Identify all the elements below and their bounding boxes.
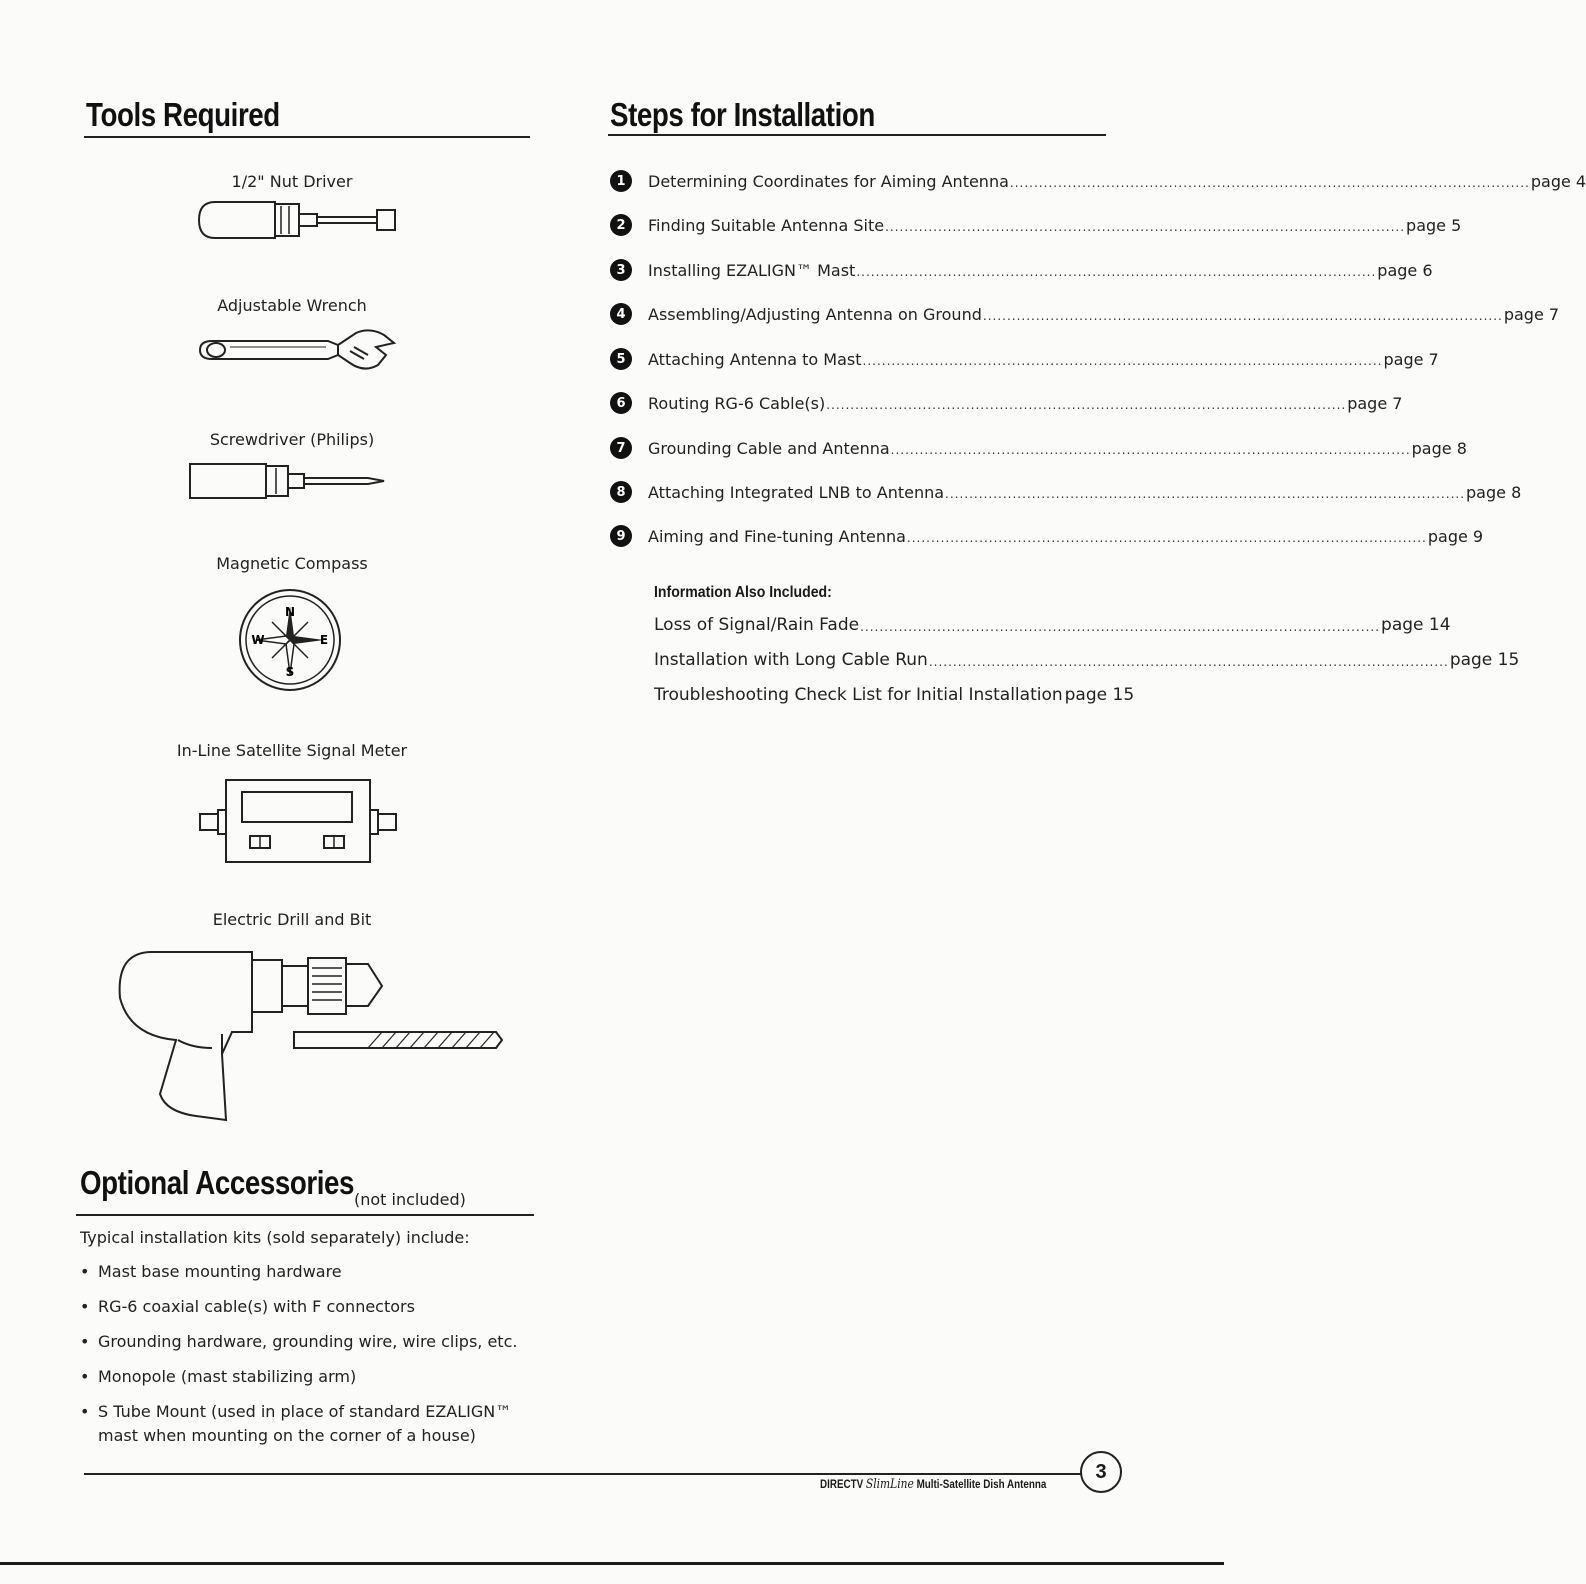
info-text: Loss of Signal/Rain Fade — [654, 615, 860, 635]
step-page: page 9 — [1427, 526, 1484, 546]
leader-dots: ............................................................................................................ — [906, 531, 1427, 545]
info-text: Troubleshooting Check List for Initial Installation — [654, 685, 1063, 705]
step-page: page 6 — [1377, 260, 1433, 280]
leader-dots: ............................................................................................................ — [862, 354, 1383, 368]
step-text: Attaching Antenna to Mast — [648, 349, 862, 369]
brand-suffix: Multi-Satellite Dish Antenna — [916, 1477, 1047, 1491]
step-text: Installing EZALIGN™ Mast — [648, 260, 856, 280]
step-text: Finding Suitable Antenna Site — [648, 215, 885, 235]
step-text: Determining Coordinates for Aiming Antenna — [648, 171, 1009, 191]
step-page: page 7 — [1383, 349, 1439, 369]
compass-w: W — [251, 633, 265, 647]
leader-dots: ............................................................................................................ — [928, 655, 1449, 669]
steps-heading-rule — [608, 134, 1106, 136]
step-text: Routing RG-6 Cable(s) — [648, 393, 826, 413]
bullet-icon: • — [80, 1332, 90, 1351]
step-item — [610, 390, 1403, 416]
tool-label-screwdriver: Screwdriver (Philips) — [209, 430, 375, 449]
step-item — [610, 435, 1467, 461]
tool-label-wrench: Adjustable Wrench — [217, 296, 367, 315]
leader-dots: ............................................................................................................ — [890, 443, 1411, 457]
step-text: Assembling/Adjusting Antenna on Ground — [648, 304, 982, 324]
step-page: page 4 — [1530, 171, 1586, 191]
step-number-badge: 4 — [610, 303, 632, 325]
step-page: page 7 — [1503, 304, 1560, 324]
step-item — [610, 301, 1560, 327]
nut-driver-icon — [195, 198, 405, 242]
step-page: page 5 — [1406, 215, 1462, 235]
leader-dots: ............................................................................................................ — [1009, 176, 1530, 190]
step-number-badge: 2 — [610, 214, 632, 236]
list-item-text: RG-6 coaxial cable(s) with F connectors — [98, 1297, 415, 1316]
tools-heading: Tools Required — [86, 96, 280, 133]
step-item — [610, 212, 1462, 238]
tool-label-compass: Magnetic Compass — [216, 554, 368, 573]
info-item — [654, 682, 1135, 708]
info-page: page 15 — [1064, 685, 1135, 705]
leader-dots: ............................................................................................................ — [860, 620, 1381, 634]
info-title: Information Also Included: — [654, 584, 832, 601]
leader-dots: ............................................................................................................ — [856, 265, 1377, 279]
optional-subtitle: (not included) — [354, 1190, 466, 1209]
adjustable-wrench-icon — [198, 325, 403, 375]
step-number-badge: 7 — [610, 437, 632, 459]
info-item — [654, 647, 1520, 673]
tools-heading-rule — [84, 136, 530, 138]
step-number-badge: 3 — [610, 259, 632, 281]
step-item — [610, 479, 1522, 505]
footer-rule — [84, 1473, 1084, 1475]
page-number: 3 — [1080, 1451, 1122, 1493]
step-text: Aiming and Fine-tuning Antenna — [648, 526, 906, 546]
list-item-text: Grounding hardware, grounding wire, wire clips, etc. — [98, 1332, 518, 1351]
list-item — [80, 1260, 530, 1284]
brand-prefix: DIRECTV — [820, 1477, 864, 1491]
leader-dots: ............................................................................................................ — [885, 220, 1406, 234]
info-page: page 14 — [1381, 615, 1451, 635]
info-page: page 15 — [1449, 650, 1520, 670]
step-item — [610, 168, 1586, 194]
step-page: page 8 — [1466, 482, 1522, 502]
compass-n: N — [284, 605, 296, 619]
accessory-list — [80, 1260, 530, 1459]
info-item — [654, 612, 1451, 638]
step-page: page 8 — [1411, 438, 1467, 458]
step-number-badge: 6 — [610, 392, 632, 414]
step-page: page 7 — [1347, 393, 1403, 413]
list-item-text: Monopole (mast stabilizing arm) — [98, 1367, 357, 1386]
steps-heading: Steps for Installation — [610, 96, 875, 133]
bullet-icon: • — [80, 1297, 90, 1316]
compass-icon — [236, 586, 344, 694]
list-item — [80, 1295, 530, 1319]
step-item — [610, 523, 1484, 549]
optional-heading: Optional Accessories — [80, 1164, 355, 1201]
step-number-badge: 9 — [610, 525, 632, 547]
list-item — [80, 1400, 518, 1448]
tool-label-drill: Electric Drill and Bit — [212, 910, 372, 929]
list-item-text: Mast base mounting hardware — [98, 1262, 342, 1281]
optional-heading-rule — [76, 1214, 534, 1216]
list-item — [80, 1330, 530, 1354]
step-item — [610, 346, 1439, 372]
list-item — [80, 1365, 530, 1389]
leader-dots: ............................................................................................................ — [982, 309, 1503, 323]
step-text: Grounding Cable and Antenna — [648, 438, 890, 458]
list-item-text: S Tube Mount (used in place of standard EZALIGN™ mast when mounting on the corner of a house) — [98, 1402, 512, 1445]
info-text: Installation with Long Cable Run — [654, 650, 928, 670]
compass-s: S — [285, 665, 295, 679]
bullet-icon: • — [80, 1367, 90, 1386]
leader-dots: ............................................................................................................ — [945, 487, 1466, 501]
tool-label-signal-meter: In-Line Satellite Signal Meter — [176, 741, 408, 760]
step-item — [610, 257, 1433, 283]
brand-script-logo: SlimLine — [865, 1477, 914, 1492]
screwdriver-icon — [186, 460, 391, 502]
step-number-badge: 1 — [610, 170, 632, 192]
bullet-icon: • — [80, 1262, 90, 1281]
signal-meter-icon — [196, 776, 400, 866]
compass-e: E — [319, 633, 329, 647]
footer-brand — [820, 1477, 1046, 1492]
step-number-badge: 8 — [610, 481, 632, 503]
step-number-badge: 5 — [610, 348, 632, 370]
optional-intro: Typical installation kits (sold separately) include: — [80, 1228, 470, 1247]
tool-label-nut-driver: 1/2" Nut Driver — [231, 172, 353, 191]
leader-dots: ............................................................................................................ — [826, 398, 1347, 412]
drill-icon — [112, 944, 504, 1124]
step-text: Attaching Integrated LNB to Antenna — [648, 482, 945, 502]
page-bottom-edge — [0, 1562, 1224, 1565]
bullet-icon: • — [80, 1402, 90, 1421]
